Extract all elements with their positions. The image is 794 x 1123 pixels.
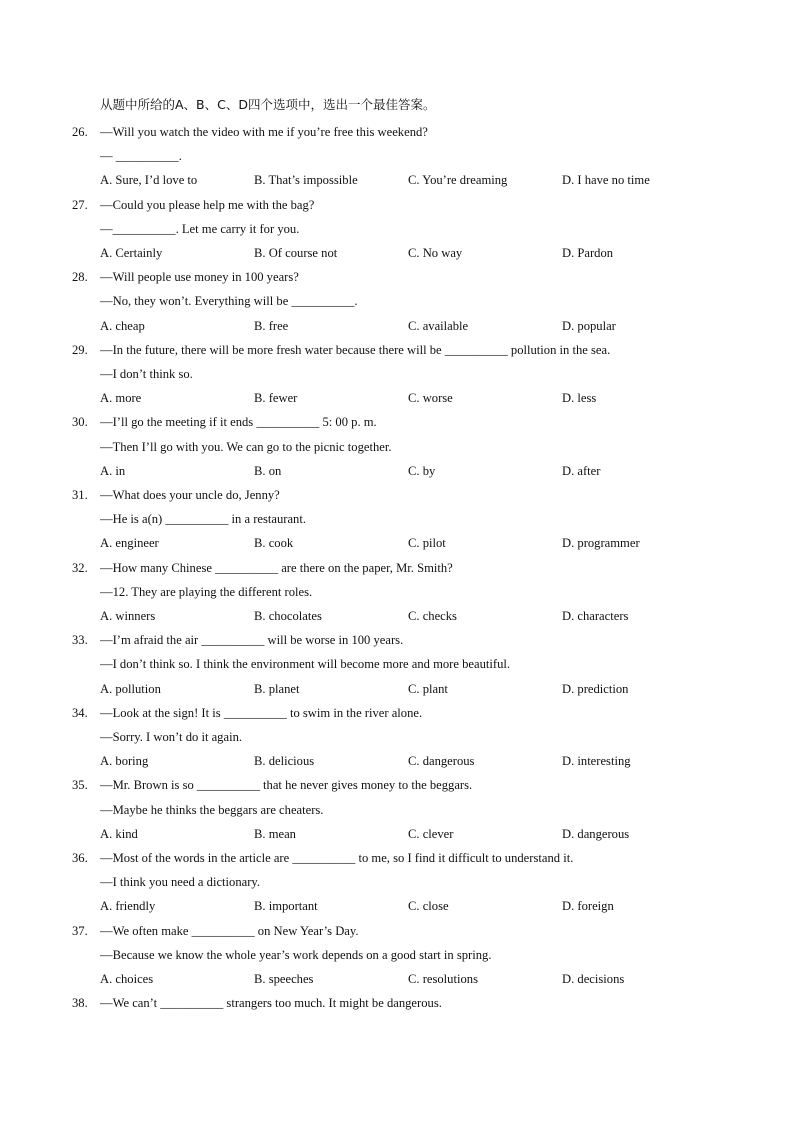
- question-number: 32.: [72, 560, 88, 575]
- question-response: —No, they won’t. Everything will be __________.: [100, 294, 358, 309]
- option-d[interactable]: D. less: [562, 391, 597, 406]
- option-a[interactable]: A. cheap: [100, 318, 145, 333]
- option-c[interactable]: C. available: [408, 318, 469, 333]
- question-response: —Maybe he thinks the beggars are cheaters.: [100, 802, 324, 817]
- question-prompt: —Mr. Brown is so __________ that he never gives money to the beggars.: [100, 778, 473, 793]
- question-prompt: —How many Chinese __________ are there on the paper, Mr. Smith?: [100, 560, 453, 575]
- option-d[interactable]: D. Pardon: [562, 246, 614, 260]
- question-response: —Sorry. I won’t do it again.: [100, 730, 243, 744]
- question-prompt: —We often make __________ on New Year’s Day.: [100, 923, 359, 938]
- option-a[interactable]: A. boring: [100, 754, 149, 769]
- question-number: 36.: [72, 851, 88, 865]
- option-b[interactable]: B. That’s impossible: [254, 173, 358, 188]
- option-d[interactable]: D. characters: [562, 609, 629, 623]
- question-number: 34.: [72, 705, 88, 720]
- option-a[interactable]: A. more: [100, 391, 142, 406]
- option-d[interactable]: D. decisions: [562, 972, 625, 986]
- option-b[interactable]: B. Of course not: [254, 246, 338, 260]
- option-b[interactable]: B. fewer: [254, 391, 298, 406]
- option-b[interactable]: B. delicious: [254, 754, 315, 769]
- option-a[interactable]: A. in: [100, 463, 126, 478]
- question-number: 29.: [72, 342, 88, 357]
- option-a[interactable]: A. engineer: [100, 536, 159, 551]
- question-response: — __________.: [100, 149, 182, 164]
- option-d[interactable]: D. I have no time: [562, 173, 650, 188]
- question-prompt: —Look at the sign! It is __________ to swim in the river alone.: [100, 705, 423, 720]
- question-prompt: —Will people use money in 100 years?: [100, 270, 299, 285]
- question-prompt: —In the future, there will be more fresh water because there will be __________ pollution in the sea.: [100, 342, 611, 357]
- option-b[interactable]: B. cook: [254, 536, 294, 551]
- option-d[interactable]: D. dangerous: [562, 826, 630, 841]
- question-response: —I don’t think so. I think the environment will become more and more beautiful.: [100, 657, 511, 672]
- option-d[interactable]: D. interesting: [562, 754, 631, 769]
- option-b[interactable]: B. speeches: [254, 972, 314, 986]
- option-c[interactable]: C. by: [408, 463, 436, 478]
- option-b[interactable]: B. free: [254, 318, 289, 333]
- option-d[interactable]: D. foreign: [562, 899, 614, 914]
- question-number: 31.: [72, 488, 88, 502]
- option-c[interactable]: C. You’re dreaming: [408, 173, 508, 188]
- question-number: 30.: [72, 415, 88, 430]
- question-response: —__________. Let me carry it for you.: [100, 221, 300, 236]
- question-number: 35.: [72, 778, 88, 793]
- question-prompt: —What does your uncle do, Jenny?: [100, 488, 280, 502]
- option-c[interactable]: C. resolutions: [408, 972, 478, 986]
- question-number: 27.: [72, 197, 88, 212]
- option-c[interactable]: C. checks: [408, 609, 457, 623]
- option-d[interactable]: D. programmer: [562, 536, 640, 551]
- question-number: 38.: [72, 996, 88, 1011]
- option-a[interactable]: A. Certainly: [100, 246, 163, 260]
- question-number: 26.: [72, 125, 88, 139]
- question-response: —12. They are playing the different roles.: [100, 584, 313, 599]
- option-b[interactable]: B. planet: [254, 681, 300, 696]
- option-a[interactable]: A. winners: [100, 609, 156, 623]
- option-d[interactable]: D. after: [562, 463, 601, 478]
- option-c[interactable]: C. No way: [408, 246, 463, 260]
- option-c[interactable]: C. clever: [408, 826, 454, 841]
- question-response: —I don’t think so.: [100, 367, 193, 381]
- question-prompt: —I’ll go the meeting if it ends __________ 5: 00 p. m.: [100, 415, 377, 430]
- question-response: —Because we know the whole year’s work depends on a good start in spring.: [100, 947, 492, 962]
- option-a[interactable]: A. kind: [100, 826, 138, 841]
- option-b[interactable]: B. on: [254, 463, 282, 478]
- option-b[interactable]: B. important: [254, 899, 318, 914]
- option-c[interactable]: C. worse: [408, 391, 453, 406]
- question-prompt: —Could you please help me with the bag?: [100, 197, 315, 212]
- option-b[interactable]: B. chocolates: [254, 609, 322, 623]
- option-b[interactable]: B. mean: [254, 826, 296, 841]
- instruction-text: 从题中所给的A、B、C、D四个选项中，选出一个最佳答案。: [100, 97, 436, 112]
- option-c[interactable]: C. close: [408, 899, 449, 914]
- option-a[interactable]: A. friendly: [100, 899, 156, 914]
- question-number: 37.: [72, 923, 88, 938]
- question-prompt: —I’m afraid the air __________ will be worse in 100 years.: [100, 633, 404, 648]
- option-c[interactable]: C. dangerous: [408, 754, 475, 769]
- option-a[interactable]: A. pollution: [100, 681, 161, 696]
- option-c[interactable]: C. plant: [408, 681, 448, 696]
- question-response: —Then I’ll go with you. We can go to the picnic together.: [100, 439, 392, 454]
- question-prompt: —We can’t __________ strangers too much. It might be dangerous.: [100, 996, 442, 1011]
- question-response: —I think you need a dictionary.: [100, 875, 261, 890]
- question-prompt: —Most of the words in the article are __________ to me, so I find it difficult to understand it.: [100, 851, 574, 865]
- option-d[interactable]: D. popular: [562, 318, 616, 333]
- option-a[interactable]: A. choices: [100, 972, 154, 986]
- question-response: —He is a(n) __________ in a restaurant.: [100, 512, 306, 527]
- question-number: 33.: [72, 633, 88, 648]
- question-prompt: —Will you watch the video with me if you’re free this weekend?: [100, 125, 428, 139]
- question-number: 28.: [72, 270, 88, 285]
- option-d[interactable]: D. prediction: [562, 681, 629, 696]
- option-c[interactable]: C. pilot: [408, 536, 446, 551]
- option-a[interactable]: A. Sure, I’d love to: [100, 173, 198, 188]
